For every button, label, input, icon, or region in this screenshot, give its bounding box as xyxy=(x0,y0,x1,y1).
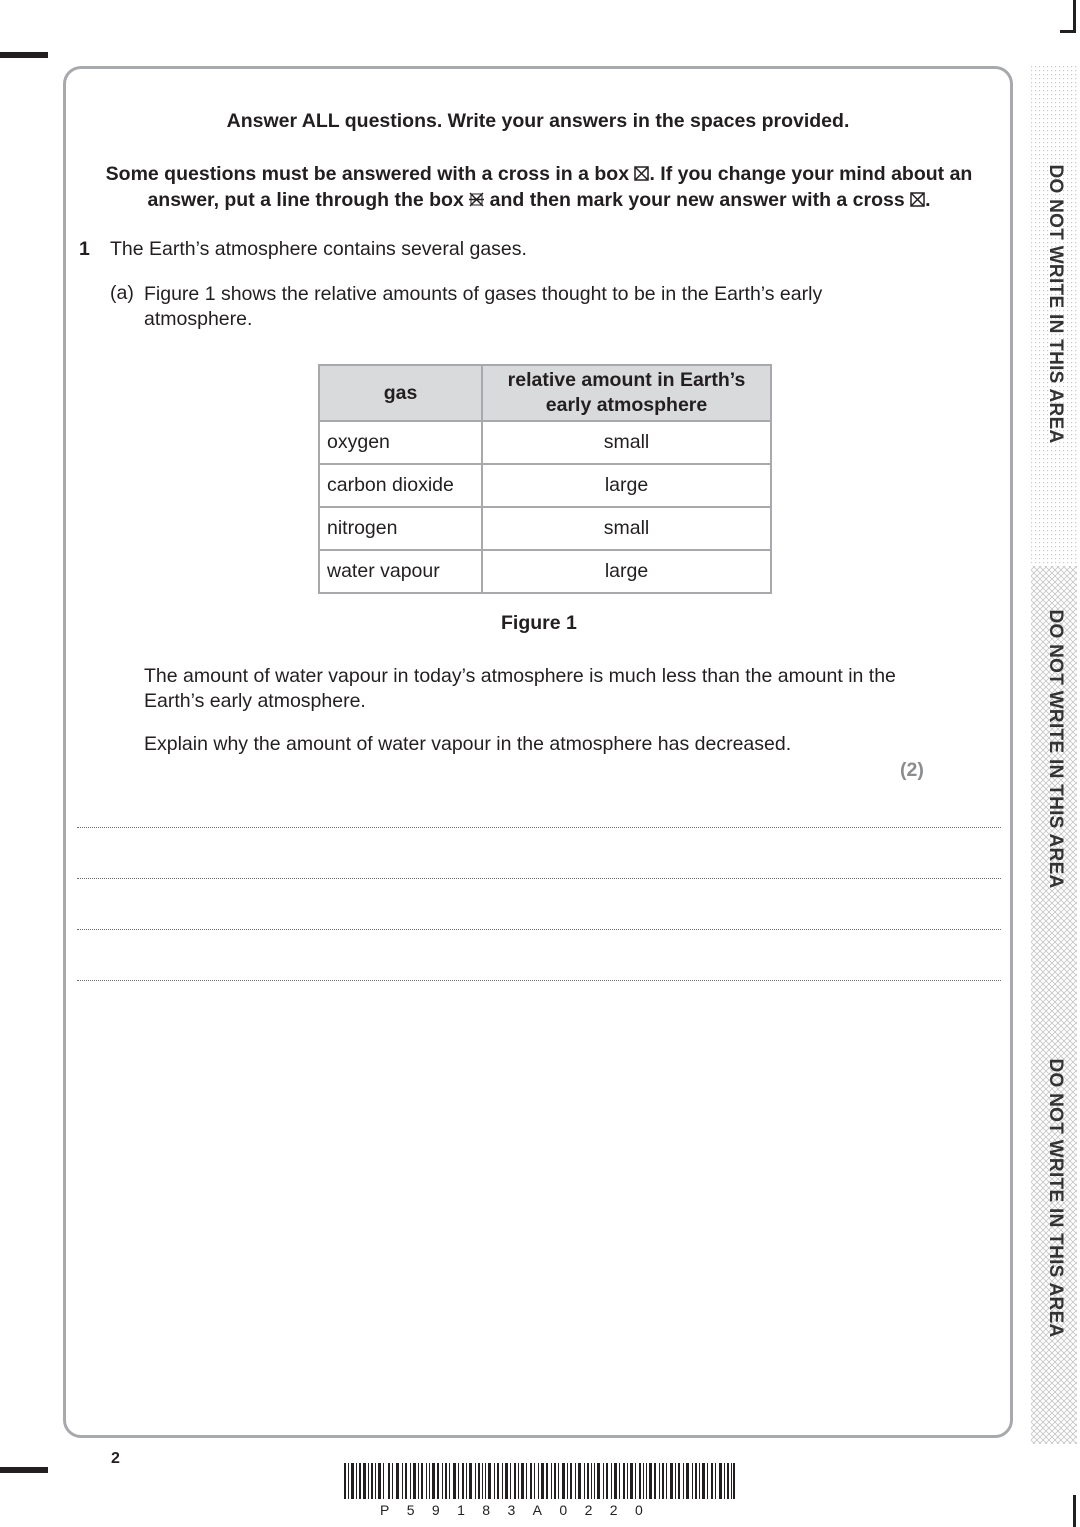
page-number: 2 xyxy=(111,1450,120,1467)
registration-mark-bottom-left xyxy=(0,1467,48,1473)
part-intro: Figure 1 shows the relative amounts of gases thought to be in the Earth’s early atmosphere. xyxy=(144,283,823,330)
question-number: 1 xyxy=(79,238,90,260)
table-cell: water vapour xyxy=(319,550,482,593)
table-row xyxy=(319,421,771,464)
barcode-icon xyxy=(344,1463,736,1501)
table-cell: small xyxy=(482,507,771,550)
do-not-write-label: DO NOT WRITE IN THIS AREA xyxy=(1045,164,1066,444)
table-header-row xyxy=(319,365,771,421)
table-header: relative amount in Earth’s early atmosphere xyxy=(482,365,771,421)
table-cell: carbon dioxide xyxy=(319,464,482,507)
figure-caption: Figure 1 xyxy=(501,612,577,634)
registration-mark-top-right-h xyxy=(1060,30,1076,33)
registration-mark-top-left xyxy=(0,52,48,58)
crossed-box-icon xyxy=(634,166,649,181)
table-cell: oxygen xyxy=(319,421,482,464)
registration-mark-bottom-right xyxy=(1073,1495,1076,1527)
answer-line[interactable] xyxy=(77,929,1001,930)
table-cell: small xyxy=(482,421,771,464)
part-label: (a) xyxy=(110,282,134,304)
table-header: gas xyxy=(319,365,482,421)
instructions-box-guidance: Some questions must be answered with a cross in a box . If you change your mind about an answer, put a line through the box and then mark your new answer with a cross . xyxy=(105,163,973,211)
marks-indicator: (2) xyxy=(900,759,924,781)
answer-line[interactable] xyxy=(77,980,1001,981)
table-row xyxy=(319,464,771,507)
do-not-write-label: DO NOT WRITE IN THIS AREA xyxy=(1045,1058,1066,1338)
question-text: The Earth’s atmosphere contains several gases. xyxy=(110,238,527,260)
question-prompt: Explain why the amount of water vapour in the atmosphere has decreased. xyxy=(144,733,792,755)
do-not-write-label: DO NOT WRITE IN THIS AREA xyxy=(1045,609,1066,889)
table-row xyxy=(319,507,771,550)
table-cell: large xyxy=(482,550,771,593)
registration-mark-top-right xyxy=(1073,0,1076,32)
table-row xyxy=(319,550,771,593)
gas-table xyxy=(318,364,772,594)
crossed-box-icon xyxy=(910,192,925,207)
answer-line[interactable] xyxy=(77,878,1001,879)
answer-line[interactable] xyxy=(77,827,1001,828)
barcode-number: P59183A0220 xyxy=(380,1502,661,1518)
struck-box-icon xyxy=(469,192,484,207)
statement-text: The amount of water vapour in today’s atmosphere is much less than the amount in the Earth’s early atmosphere. xyxy=(144,665,896,712)
table-cell: large xyxy=(482,464,771,507)
instructions-heading: Answer ALL questions. Write your answers in the spaces provided. xyxy=(226,110,850,132)
table-cell: nitrogen xyxy=(319,507,482,550)
